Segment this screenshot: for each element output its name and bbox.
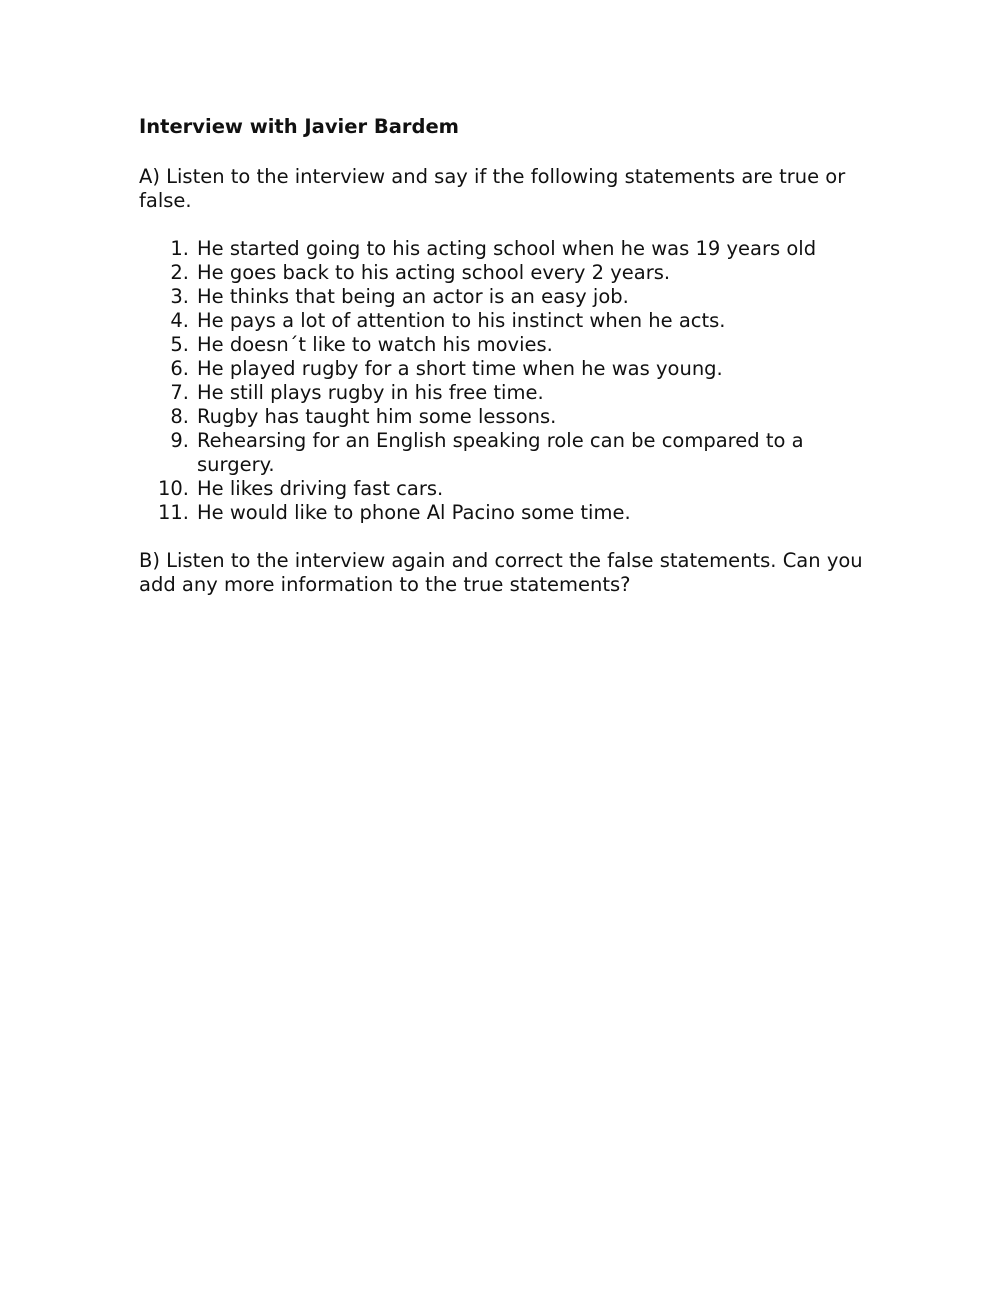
statement-text: He doesn´t like to watch his movies. [197,333,553,356]
worksheet [139,113,869,621]
statement-text: He pays a lot of attention to his instinct when he acts. [197,309,726,332]
statement-text: Rugby has taught him some lessons. [197,405,557,428]
statement-item [139,261,869,285]
statement-number: 7. [170,381,189,404]
statement-item [139,405,869,429]
statement-item [139,309,869,333]
statement-text: He played rugby for a short time when he was young. [197,357,723,380]
statement-text: Rehearsing for an English speaking role can be compared to a surgery. [197,429,804,476]
statement-text: He thinks that being an actor is an easy job. [197,285,629,308]
statement-number: 1. [170,237,189,260]
statement-text: He goes back to his acting school every 2 years. [197,261,671,284]
part-a-instruction: A) Listen to the interview and say if the following statements are true or false. [139,165,846,212]
statement-text: He likes driving fast cars. [197,477,444,500]
worksheet-title: Interview with Javier Bardem [139,115,459,138]
statement-number: 6. [170,357,189,380]
statement-number: 8. [170,405,189,428]
statement-text: He would like to phone Al Pacino some time. [197,501,631,524]
statement-number: 10. [157,477,189,500]
statement-text: He started going to his acting school when he was 19 years old [197,237,817,260]
statement-item [139,285,869,309]
statement-item [139,237,869,261]
statement-text: He still plays rugby in his free time. [197,381,544,404]
statement-number: 4. [170,309,189,332]
statement-number: 2. [170,261,189,284]
statement-item [139,429,869,477]
statement-item [139,333,869,357]
part-b-instruction: B) Listen to the interview again and correct the false statements. Can you add any more information to the true statements? [139,549,863,596]
statement-item [139,381,869,405]
statement-number: 9. [170,429,189,452]
statement-number: 3. [170,285,189,308]
statement-number: 5. [170,333,189,356]
statement-item [139,501,869,525]
statement-list [139,237,869,525]
statement-item [139,357,869,381]
statement-item [139,477,869,501]
statement-number: 11. [157,501,189,524]
